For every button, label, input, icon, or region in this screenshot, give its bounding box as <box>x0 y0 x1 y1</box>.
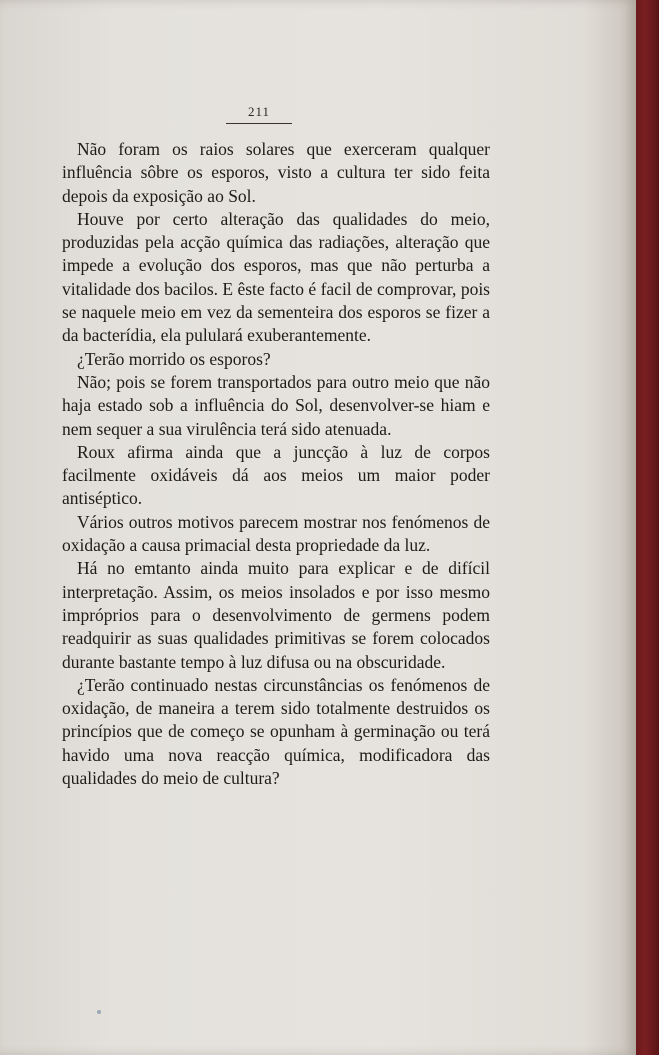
paragraph: ¿Terão continuado nestas circunstâncias os fenómenos de oxidação, de maneira a terem sido totalmente destruidos os princípios que de começo se opunham à germinação ou terá havido uma nova reacção química, modificadora das qualidades do meio de cultura? <box>62 674 490 789</box>
paragraph: Houve por certo alteração das qualidades do meio, produzidas pela acção química das radiações, alteração que impede a evolução dos esporos, mas que não perturba a vitalidade dos bacilos. E êste facto é facil de comprovar, pois se naquele meio em vez da sementeira dos esporos se fizer a da bacterídia, ela pululará exuberantemente. <box>62 208 490 346</box>
paragraph: Há no emtanto ainda muito para explicar e de difícil interpretação. Assim, os meios insolados e por isso mesmo impróprios para o desenvolvimento de germens podem readquirir as suas qualidades primitivas se forem colocados durante bastante tempo à luz difusa ou na obscuridade. <box>62 558 490 672</box>
page-number-rule <box>226 123 292 124</box>
paper-speck <box>97 1010 101 1014</box>
book-binding-edge <box>636 0 659 1055</box>
paragraph: Vários outros motivos parecem mostrar nos fenómenos de oxidação a causa primacial desta propriedade da luz. <box>62 511 490 556</box>
paragraph: Não; pois se forem transportados para outro meio que não haja estado sob a influência do Sol, desenvolver-se hiam e nem sequer a sua virulência terá sido atenuada. <box>62 371 490 439</box>
page-number: 211 <box>247 104 271 119</box>
paragraph: Roux afirma ainda que a juncção à luz de corpos facilmente oxidáveis dá aos meios um maior poder antiséptico. <box>62 441 490 509</box>
paragraph: Não foram os raios solares que exerceram qualquer influência sôbre os esporos, visto a cultura ter sido feita depois da exposição ao Sol. <box>62 139 490 206</box>
paragraph: ¿Terão morrido os esporos? <box>77 348 271 369</box>
body-text <box>62 138 490 790</box>
